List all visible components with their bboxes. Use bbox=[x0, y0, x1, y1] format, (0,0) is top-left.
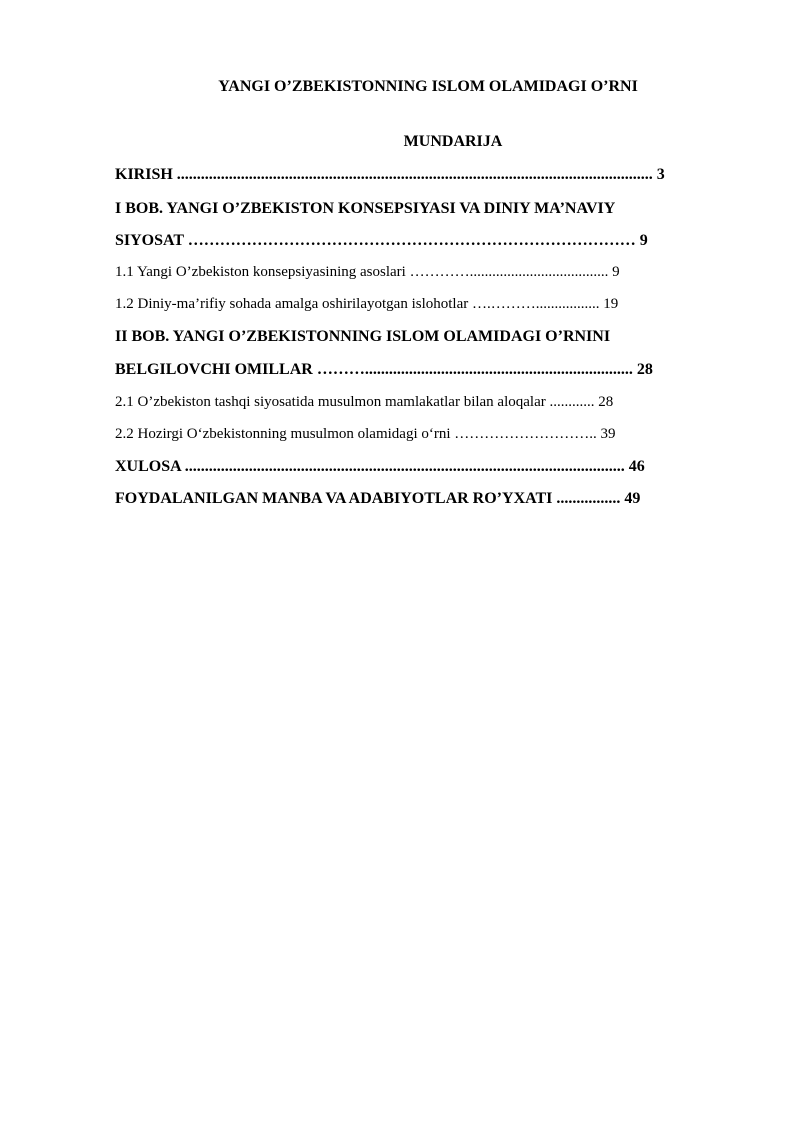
toc-heading: MUNDARIJA bbox=[403, 133, 503, 150]
toc-entry-references[interactable]: FOYDALANILGAN MANBA VA ADABIYOTLAR RO’YXATI ................ 49 bbox=[115, 490, 641, 507]
document-title: YANGI O’ZBEKISTONNING ISLOM OLAMIDAGI O’RNI bbox=[218, 78, 638, 95]
toc-entry-chapter-2-line-2[interactable]: BELGILOVCHI OMILLAR ………................................................................... 28 bbox=[115, 361, 653, 378]
toc-entry-xulosa[interactable]: XULOSA .............................................................................................................. 46 bbox=[115, 458, 645, 475]
toc-entry-kirish[interactable]: KIRISH ....................................................................................................................... 3 bbox=[115, 166, 665, 183]
toc-entry-section-2-1[interactable]: 2.1 O’zbekiston tashqi siyosatida musulmon mamlakatlar bilan aloqalar ............ 28 bbox=[115, 394, 614, 410]
toc-entry-section-1-1[interactable]: 1.1 Yangi O’zbekiston konsepsiyasining asoslari …………..................................... 9 bbox=[115, 264, 620, 280]
toc-entry-section-1-2[interactable]: 1.2 Diniy-ma’rifiy sohada amalga oshirilayotgan islohotlar ….………................. 19 bbox=[115, 296, 619, 312]
toc-entry-chapter-1-line-2[interactable]: SIYOSAT ………………………………………………………………………… 9 bbox=[115, 232, 648, 249]
toc-entry-section-2-2[interactable]: 2.2 Hozirgi O‘zbekistonning musulmon olamidagi o‘rni ……………………….. 39 bbox=[115, 426, 616, 442]
toc-entry-chapter-1-line-1[interactable]: I BOB. YANGI O’ZBEKISTON KONSEPSIYASI VA DINIY MA’NAVIY bbox=[115, 200, 616, 217]
toc-entry-chapter-2-line-1[interactable]: II BOB. YANGI O’ZBEKISTONNING ISLOM OLAMIDAGI O’RNINI bbox=[115, 328, 611, 345]
